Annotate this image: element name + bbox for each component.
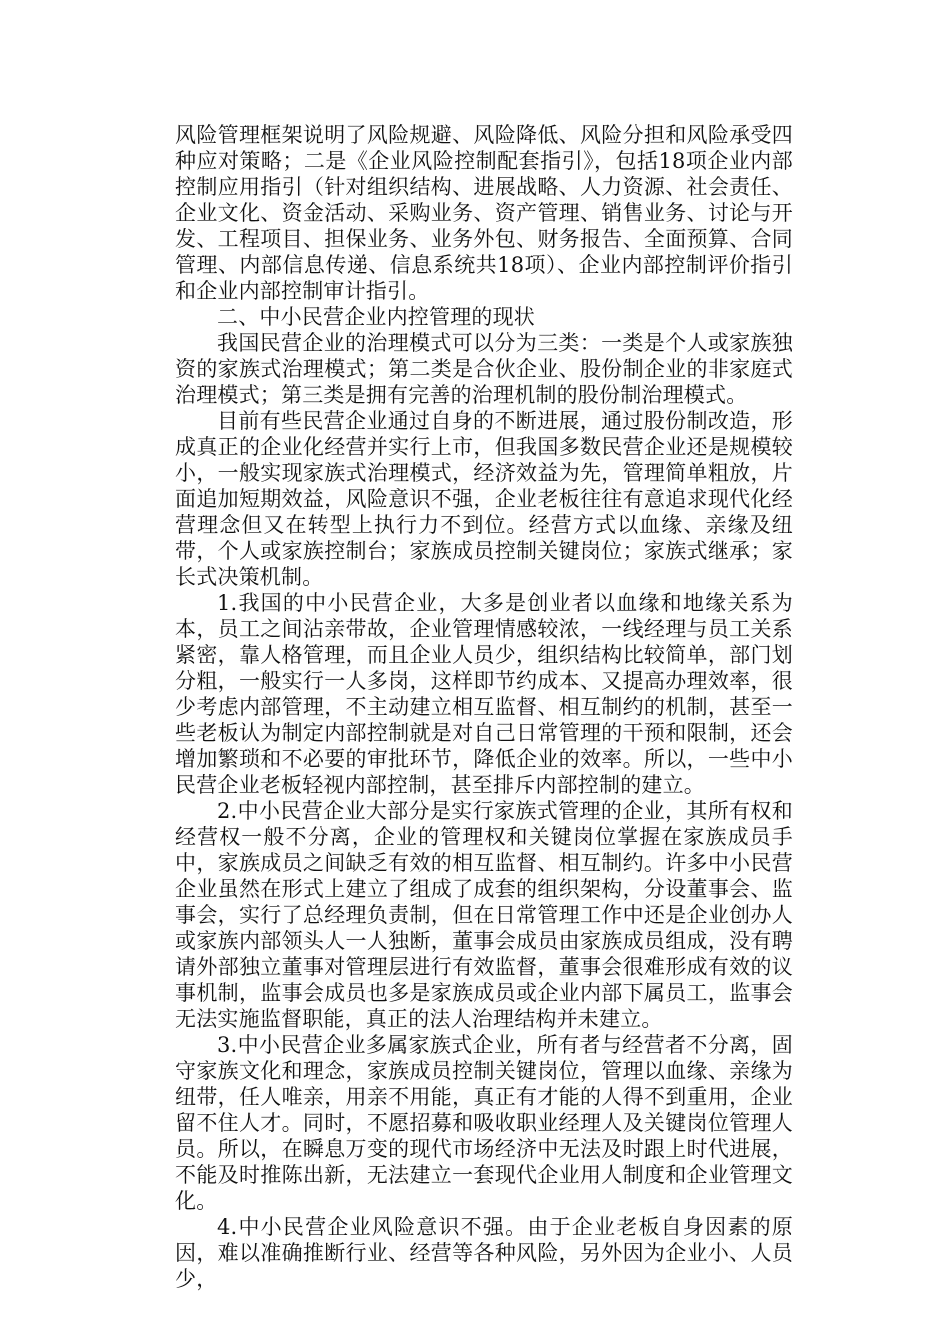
paragraph-point-2: 2.中小民营企业大部分是实行家族式管理的企业，其所有权和经营权一般不分离，企业的管理权和关键岗位掌握在家族成员手中，家族成员之间缺乏有效的相互监督、相互制约。许多中小民营企业虽然在形式上建立了组成了成套的组织架构，分设董事会、监事会，实行了总经理负责制，但在日常管理工作中还是企业创办人或家族内部领头人一人独断，董事会成员由家族成员组成，没有聘请外部独立董事对管理层进行有效监督，董事会很难形成有效的议事机制，监事会成员也多是家族成员或企业内部下属员工，监事会无法实施监督职能，真正的法人治理结构并未建立。 (175, 799, 793, 1031)
paragraph-current-situation: 目前有些民营企业通过自身的不断进展，通过股份制改造，形成真正的企业化经营并实行上市，但我国多数民营企业还是规模较小，一般实现家族式治理模式，经济效益为先，管理简单粗放，片面追加短期效益，风险意识不强，企业老板往往有意追求现代化经营理念但又在转型上执行力不到位。经营方式以血缘、亲缘及纽带，个人或家族控制台；家族成员控制关键岗位；家族式继承；家长式决策机制。 (175, 409, 793, 589)
paragraph-point-1: 1.我国的中小民营企业，大多是创业者以血缘和地缘关系为本，员工之间沾亲带故，企业管理情感较浓，一线经理与员工关系紧密，靠人格管理，而且企业人员少，组织结构比较简单，部门划分粗，一般实行一人多岗，这样即节约成本、又提高办理效率，很少考虑内部管理，不主动建立相互监督、相互制约的机制，甚至一些老板认为制定内部控制就是对自己日常管理的干预和限制，还会增加繁琐和不必要的审批环节，降低企业的效率。所以，一些中小民营企业老板轻视内部控制，甚至排斥内部控制的建立。 (175, 591, 793, 797)
paragraph-risk-framework: 风险管理框架说明了风险规避、风险降低、风险分担和风险承受四种应对策略；二是《企业风险控制配套指引》，包括18项企业内部控制应用指引（针对组织结构、进展战略、人力资源、社会责任、企业文化、资金活动、采购业务、资产管理、销售业务、讨论与开发、工程项目、担保业务、业务外包、财务报告、全面预算、合同管理、内部信息传递、信息系统共18项）、企业内部控制评价指引和企业内部控制审计指引。 (175, 123, 793, 303)
paragraph-point-4: 4.中小民营企业风险意识不强。由于企业老板自身因素的原因，难以准确推断行业、经营等各种风险，另外因为企业小、人员少， (175, 1215, 793, 1291)
paragraph-governance-models: 我国民营企业的治理模式可以分为三类：一类是个人或家族独资的家族式治理模式；第二类是合伙企业、股份制企业的非家庭式治理模式；第三类是拥有完善的治理机制的股份制治理模式。 (175, 331, 793, 407)
paragraph-point-3: 3.中小民营企业多属家族式企业，所有者与经营者不分离，固守家族文化和理念，家族成员控制关键岗位，管理以血缘、亲缘为纽带，任人唯亲，用亲不用能，真正有才能的人得不到重用，企业留不住人才。同时，不愿招募和吸收职业经理人及关键岗位管理人员。所以，在瞬息万变的现代市场经济中无法及时跟上时代进展，不能及时推陈出新，无法建立一套现代企业用人制度和企业管理文化。 (175, 1033, 793, 1213)
document-body (175, 122, 793, 1292)
section-heading-internal-control-status: 二、中小民营企业内控管理的现状 (217, 305, 535, 329)
